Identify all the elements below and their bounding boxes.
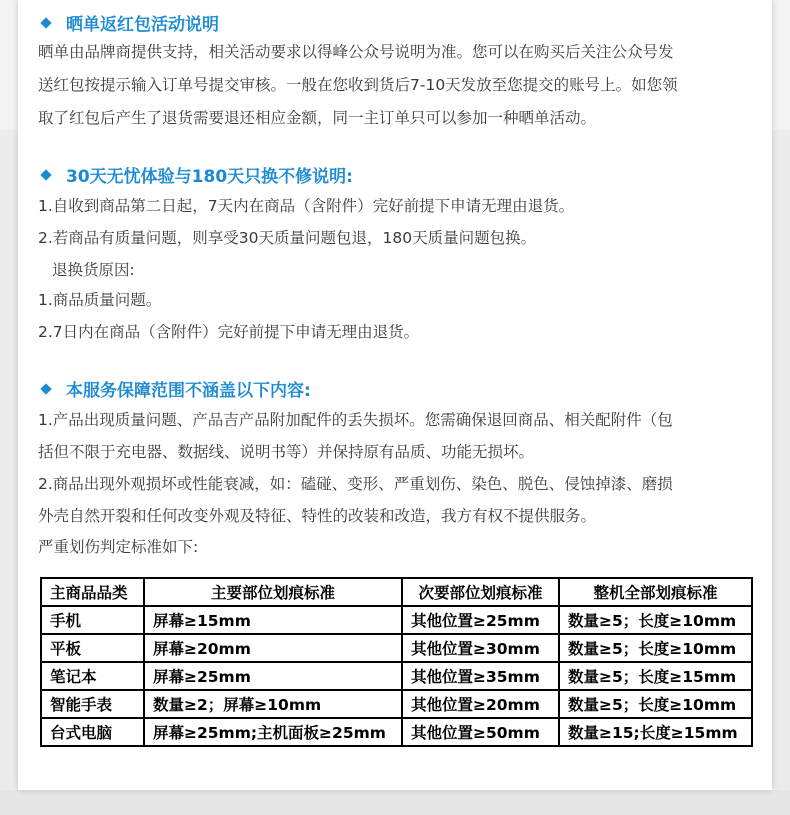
table-cell: 其他位置≥20mm	[402, 690, 559, 718]
table-cell: 屏幕≥20mm	[144, 634, 402, 662]
table-header-row	[41, 578, 752, 606]
scratch-standard-table	[40, 577, 753, 747]
table-header-cell: 次要部位划痕标准	[402, 578, 559, 606]
table-header-cell: 主商品品类	[41, 578, 144, 606]
section-title-return-policy	[40, 162, 353, 187]
table-cell: 其他位置≥35mm	[402, 662, 559, 690]
table-cell: 智能手表	[41, 690, 144, 718]
paragraph-line: 1.产品出现质量问题、产品吉产品附加配件的丢失损坏。您需确保退回商品、相关配附件（包	[38, 411, 673, 429]
table-cell: 笔记本	[41, 662, 144, 690]
paragraph-line: 严重划伤判定标准如下:	[38, 538, 199, 556]
table-cell: 其他位置≥50mm	[402, 718, 559, 746]
section-title-exclusions	[40, 376, 311, 401]
table-cell: 其他位置≥30mm	[402, 634, 559, 662]
table-row	[41, 662, 752, 690]
section-title-text: 30天无忧体验与180天只换不修说明:	[66, 167, 353, 187]
section-title-text: 本服务保障范围不涵盖以下内容:	[66, 381, 311, 401]
paragraph-line: 取了红包后产生了退货需要退还相应金额，同一主订单只可以参加一种晒单活动。	[38, 109, 597, 127]
table-header-cell: 主要部位划痕标准	[144, 578, 402, 606]
background-band-bottom	[0, 790, 790, 815]
paragraph-line: 2.7日内在商品（含附件）完好前提下申请无理由退货。	[38, 323, 420, 341]
table-cell: 台式电脑	[41, 718, 144, 746]
diamond-bullet-icon	[40, 17, 51, 28]
table-row	[41, 606, 752, 634]
table-cell: 数量≥5；长度≥10mm	[559, 690, 752, 718]
table-cell: 其他位置≥25mm	[402, 606, 559, 634]
table-cell: 屏幕≥25mm;主机面板≥25mm	[144, 718, 402, 746]
paragraph-line: 外壳自然开裂和任何改变外观及特征、特性的改装和改造，我方有权不提供服务。	[38, 507, 597, 525]
table-cell: 平板	[41, 634, 144, 662]
paragraph-line: 退换货原因:	[52, 261, 135, 279]
paragraph-line: 送红包按提示输入订单号提交审核。一般在您收到货后7-10天发放至您提交的账号上。如您领	[38, 76, 678, 94]
paragraph-line: 括但不限于充电器、数据线、说明书等）并保持原有品质、功能无损坏。	[38, 443, 535, 461]
diamond-bullet-icon	[40, 383, 51, 394]
table-cell: 数量≥15;长度≥15mm	[559, 718, 752, 746]
table-row	[41, 718, 752, 746]
table-cell: 数量≥2；屏幕≥10mm	[144, 690, 402, 718]
table-cell: 屏幕≥25mm	[144, 662, 402, 690]
content-card	[18, 0, 772, 790]
paragraph-line: 晒单由品牌商提供支持，相关活动要求以得峰公众号说明为准。您可以在购买后关注公众号发	[38, 43, 674, 61]
paragraph-line: 1.自收到商品第二日起，7天内在商品（含附件）完好前提下申请无理由退货。	[38, 197, 575, 215]
table-cell: 数量≥5；长度≥10mm	[559, 634, 752, 662]
paragraph-line: 1.商品质量问题。	[38, 291, 162, 309]
table-cell: 数量≥5；长度≥15mm	[559, 662, 752, 690]
table-cell: 数量≥5；长度≥10mm	[559, 606, 752, 634]
table-cell: 手机	[41, 606, 144, 634]
table-row	[41, 690, 752, 718]
paragraph-line: 2.商品出现外观损坏或性能衰减，如：磕碰、变形、严重划伤、染色、脱色、侵蚀掉漆、磨损	[38, 475, 673, 493]
table-row	[41, 634, 752, 662]
paragraph-line: 2.若商品有质量问题，则享受30天质量问题包退，180天质量问题包换。	[38, 229, 537, 247]
section-title-text: 晒单返红包活动说明	[66, 15, 219, 35]
table-header-cell: 整机全部划痕标准	[559, 578, 752, 606]
table-cell: 屏幕≥15mm	[144, 606, 402, 634]
diamond-bullet-icon	[40, 169, 51, 180]
section-title-red-packet	[40, 10, 219, 35]
